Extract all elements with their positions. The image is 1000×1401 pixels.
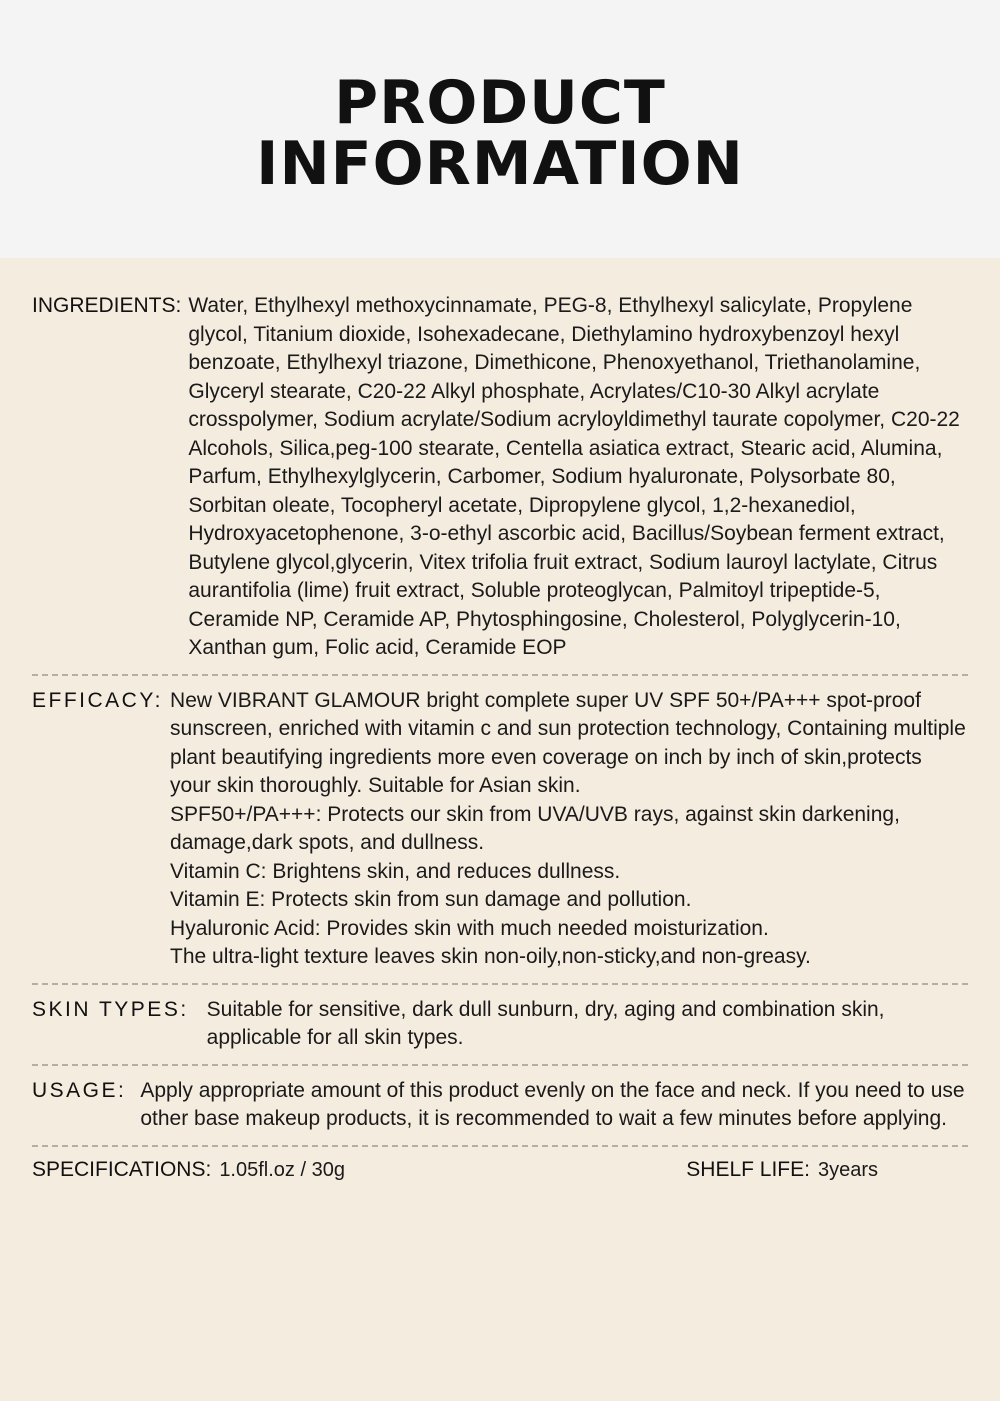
efficacy-paragraph-3: Vitamin C: Brightens skin, and reduces dullness. bbox=[170, 859, 621, 883]
usage-label: USAGE: bbox=[32, 1078, 127, 1102]
divider-2 bbox=[32, 983, 968, 985]
divider-1 bbox=[32, 674, 968, 676]
page-title-line-2: INFORMATION bbox=[256, 129, 744, 199]
divider-4 bbox=[32, 1145, 968, 1147]
shelf-life-label: SHELF LIFE: bbox=[686, 1157, 810, 1181]
section-ingredients bbox=[32, 292, 968, 663]
efficacy-paragraph-5: Hyaluronic Acid: Provides skin with much needed moisturization. bbox=[170, 916, 769, 940]
divider-3 bbox=[32, 1064, 968, 1066]
usage-text: Apply appropriate amount of this product evenly on the face and neck. If you need to use other base makeup products, it is recommended to wait a few minutes before applying. bbox=[140, 1078, 965, 1130]
specifications-label: SPECIFICATIONS: bbox=[32, 1157, 212, 1181]
ingredients-label: INGREDIENTS: bbox=[32, 294, 182, 317]
efficacy-paragraph-6: The ultra-light texture leaves skin non-oily,non-sticky,and non-greasy. bbox=[170, 945, 811, 968]
section-efficacy bbox=[32, 687, 968, 972]
efficacy-label: EFFICACY: bbox=[32, 688, 164, 712]
page-header bbox=[0, 0, 1000, 258]
skin-types-label: SKIN TYPES: bbox=[32, 997, 189, 1021]
ingredients-text: Water, Ethylhexyl methoxycinnamate, PEG-8, Ethylhexyl salicylate, Propylene glycol, Titanium dioxide, Isohexadecane, Diethylamino hydroxybenzoyl hexyl benzoate, Ethylhexyl triazone, Dimethicone, Phenoxyethanol, Triethanolamine, Glyceryl stearate, C20-22 Alkyl phosphate, Acrylates/C10-30 Alkyl acrylate crosspolymer, Sodium acrylate/Sodium acryloyldimethyl taurate copolymer, C20-22 Alcohols, Silica,peg-100 stearate, Centella asiatica extract, Stearic acid, Alumina, Parfum, Ethylhexylglycerin, Carbomer, Sodium hyaluronate, Polysorbate 80, Sorbitan oleate, Tocopheryl acetate, Dipropylene glycol, 1,2-hexanediol, Hydroxyacetophenone, 3-o-ethyl ascorbic acid, Bacillus/Soybean ferment extract, Butylene glycol,glycerin, Vitex trifolia fruit extract, Sodium lauroyl lactylate, Citrus aurantifolia (lime) fruit extract, Soluble proteoglycan, Palmitoyl tripeptide-5, Ceramide NP, Ceramide AP, Phytosphingosine, Cholesterol, Polyglycerin-10, Xanthan gum, Folic acid, Ceramide EOP bbox=[188, 294, 960, 659]
skin-types-text: Suitable for sensitive, dark dull sunburn, dry, aging and combination skin, applicable for all skin types. bbox=[206, 997, 885, 1049]
efficacy-paragraph-1: New VIBRANT GLAMOUR bright complete super UV SPF 50+/PA+++ spot-proof sunscreen, enriched with vitamin c and sun protection technology, Containing multiple plant beautifying ingredients more even coverage on inch by inch of skin,protects your skin thoroughly. Suitable for Asian skin. bbox=[170, 688, 966, 797]
section-usage bbox=[32, 1077, 968, 1134]
shelf-life-value: 3years bbox=[817, 1158, 878, 1181]
page-title-line-1: PRODUCT bbox=[334, 67, 666, 138]
section-skin-types bbox=[32, 996, 968, 1053]
efficacy-text bbox=[170, 687, 968, 972]
efficacy-paragraph-4: Vitamin E: Protects skin from sun damage and pollution. bbox=[170, 888, 692, 911]
section-footer bbox=[32, 1158, 968, 1182]
shelf-life-group bbox=[686, 1158, 878, 1182]
specifications-value: 1.05fl.oz / 30g bbox=[219, 1158, 345, 1181]
information-panel bbox=[0, 258, 1000, 1401]
efficacy-paragraph-2: SPF50+/PA+++: Protects our skin from UVA/UVB rays, against skin darkening, damage,dark spots, and dullness. bbox=[170, 802, 900, 854]
